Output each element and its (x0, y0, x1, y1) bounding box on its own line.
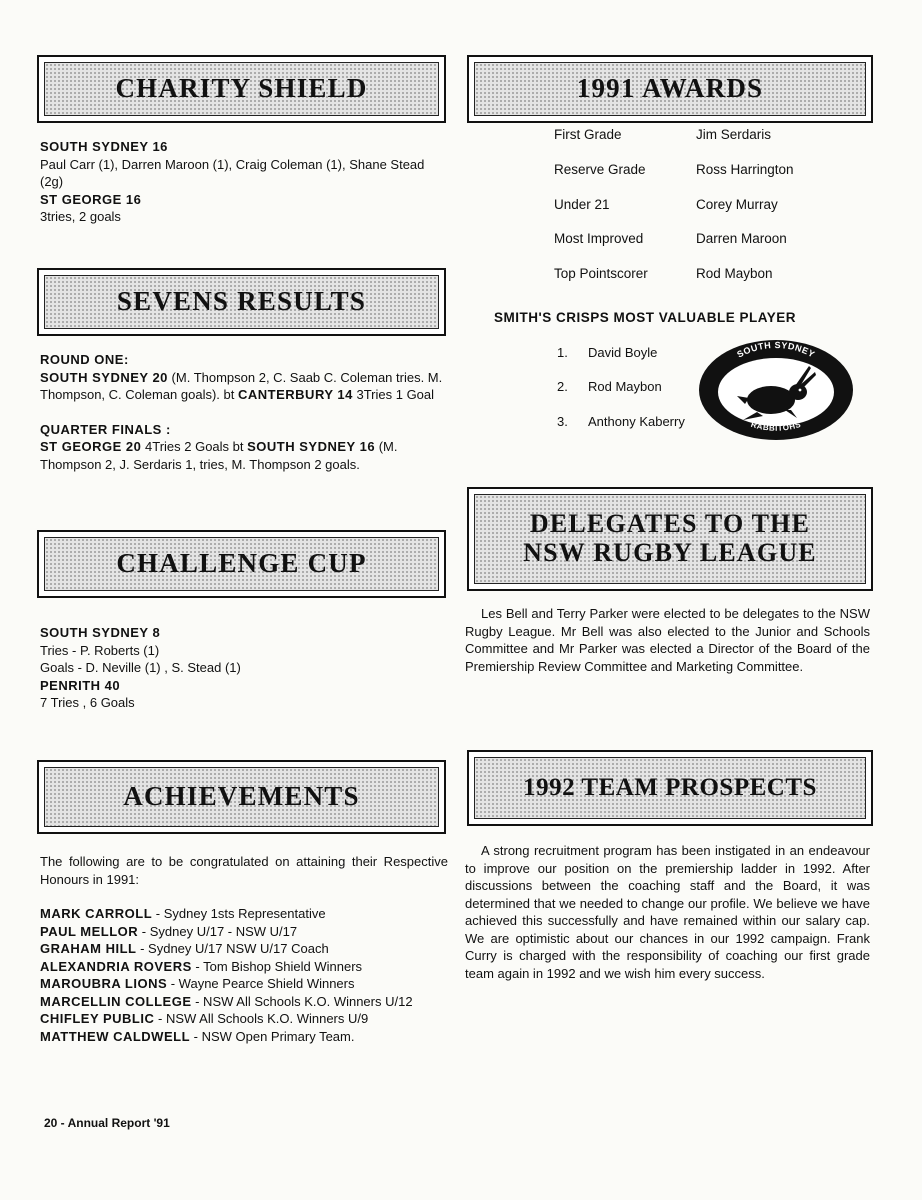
achievement-item (40, 993, 448, 1011)
achievement-item (40, 923, 448, 941)
delegates-title-line2: NSW RUGBY LEAGUE (523, 538, 817, 567)
prospects-section (465, 842, 870, 982)
qf-result (40, 438, 448, 473)
prospects-banner (467, 750, 873, 826)
achievement-name: MARK CARROLL (40, 906, 153, 921)
achievement-item (40, 1028, 448, 1046)
mvp-rank: 1. (557, 345, 568, 360)
achievement-detail: - Wayne Pearce Shield Winners (167, 976, 355, 991)
achievement-detail: - NSW All Schools K.O. Winners U/12 (191, 993, 413, 1009)
award-category: Reserve Grade (554, 162, 646, 177)
mvp-rank: 3. (557, 414, 568, 429)
mvp-heading: SMITH'S CRISPS MOST VALUABLE PLAYER (494, 310, 796, 325)
achievement-item (40, 975, 448, 993)
round1-opponent-detail: 3Tries 1 Goal (356, 387, 435, 402)
qf-team: ST GEORGE 20 (40, 439, 142, 454)
cup-tries: Tries - P. Roberts (1) (40, 642, 160, 658)
achievements-title: ACHIEVEMENTS (123, 781, 360, 812)
achievement-item (40, 940, 448, 958)
rabbitohs-logo (697, 338, 855, 443)
mvp-rank: 2. (557, 379, 568, 394)
cup-team2-detail: 7 Tries , 6 Goals (40, 695, 135, 710)
award-category: First Grade (554, 127, 622, 142)
achievement-detail: - Sydney 1sts Representative (152, 906, 326, 921)
cup-team1: SOUTH SYDNEY 8 (40, 625, 161, 640)
round1-detail: (M. Thompson 2, C. Saab C. Coleman tries. M. Thompson, C. Coleman goals). bt (40, 369, 443, 402)
charity-team2-scorers: 3tries, 2 goals (40, 209, 121, 224)
achievement-name: MATTHEW CALDWELL (40, 1028, 191, 1044)
achievement-detail: - Tom Bishop Shield Winners (191, 958, 363, 974)
award-winner: Jim Serdaris (696, 127, 772, 142)
achievement-name: ALEXANDRIA ROVERS (40, 958, 192, 974)
award-category: Top Pointscorer (554, 266, 648, 281)
charity-team1: SOUTH SYDNEY 16 (40, 139, 168, 154)
achievement-name: MAROUBRA LIONS (40, 976, 168, 991)
award-winner: Darren Maroon (696, 231, 787, 246)
achievements-section (40, 853, 448, 1045)
sevens-results-section (40, 351, 448, 473)
award-winner: Rod Maybon (696, 266, 773, 281)
achievement-item (40, 1010, 448, 1028)
achievement-name: CHIFLEY PUBLIC (40, 1011, 155, 1026)
challenge-cup-banner (37, 530, 446, 598)
mvp-name: David Boyle (588, 345, 658, 360)
charity-shield-banner (37, 55, 446, 123)
delegates-banner (467, 487, 873, 591)
charity-shield-title: CHARITY SHIELD (115, 73, 368, 104)
achievement-detail: - Sydney U/17 NSW U/17 Coach (136, 941, 329, 956)
award-winner: Corey Murray (696, 197, 778, 212)
qf-detail: 4Tries 2 Goals bt (145, 439, 244, 454)
challenge-cup-section (40, 624, 450, 712)
charity-shield-section (40, 138, 450, 226)
round1-heading: ROUND ONE: (40, 352, 129, 367)
award-winner: Ross Harrington (696, 162, 794, 177)
achievement-detail: - NSW Open Primary Team. (190, 1028, 355, 1044)
challenge-cup-title: CHALLENGE CUP (116, 548, 367, 579)
achievement-detail: - Sydney U/17 - NSW U/17 (138, 923, 298, 939)
qf-opponent: SOUTH SYDNEY 16 (247, 439, 376, 454)
prospects-title: 1992 TEAM PROSPECTS (523, 774, 817, 802)
charity-team2: ST GEORGE 16 (40, 191, 142, 207)
round1-team: SOUTH SYDNEY 20 (40, 369, 168, 385)
award-category: Most Improved (554, 231, 644, 246)
delegates-title (523, 510, 817, 567)
achievement-name: GRAHAM HILL (40, 941, 137, 956)
qf-heading: QUARTER FINALS : (40, 421, 171, 437)
prospects-text: A strong recruitment program has been instigated in an endeavour to improve our position on the premiership ladder in 1992. After discussions between the coaching staff and the Board, it was determined that we needed to change our profile. We believe we have achieved this successfully and have remained within our salary cap. We are optimistic about our chances in our 1992 campaign. Frank Curry is charged with the responsibility of coaching our first grade team again in 1992 and we wish him every success. (465, 843, 870, 981)
achievement-item (40, 905, 448, 923)
page-footer: 20 - Annual Report '91 (44, 1116, 170, 1130)
delegates-text: Les Bell and Terry Parker were elected to be delegates to the NSW Rugby League. Mr Bell was also elected to the Junior and Schools Committee and Mr Parker was elected a Director of the Board of the Premiership Review Committee and Marketing Committee. (465, 606, 870, 674)
cup-team2: PENRITH 40 (40, 677, 121, 693)
logo-top-text: SOUTH SYDNEY (735, 339, 817, 360)
delegates-title-line1: DELEGATES TO THE (529, 509, 811, 539)
qf-opponent-detail: (M. Thompson 2, J. Serdaris 1, tries, M. Thompson 2 goals. (40, 439, 398, 472)
sevens-results-banner (37, 268, 446, 336)
mvp-name: Anthony Kaberry (588, 414, 685, 429)
logo-bottom-text: RABBITOHS (749, 419, 803, 433)
awards-banner (467, 55, 873, 123)
round1-result (40, 369, 448, 404)
achievement-name: PAUL MELLOR (40, 923, 139, 939)
round1-opponent: CANTERBURY 14 (238, 387, 353, 402)
achievements-banner (37, 760, 446, 834)
delegates-section (465, 605, 870, 675)
sevens-results-title: SEVENS RESULTS (116, 286, 367, 317)
award-category: Under 21 (554, 197, 610, 212)
mvp-name: Rod Maybon (588, 379, 662, 394)
awards-title: 1991 AWARDS (576, 73, 764, 104)
charity-team1-scorers: Paul Carr (1), Darren Maroon (1), Craig Coleman (1), Shane Stead (2g) (40, 156, 425, 189)
achievements-intro: The following are to be congratulated on attaining their Respective Honours in 1991: (40, 854, 448, 887)
achievement-item (40, 958, 448, 976)
cup-goals: Goals - D. Neville (1) , S. Stead (1) (40, 660, 241, 675)
achievement-detail: - NSW All Schools K.O. Winners U/9 (154, 1011, 369, 1026)
achievement-name: MARCELLIN COLLEGE (40, 993, 192, 1009)
